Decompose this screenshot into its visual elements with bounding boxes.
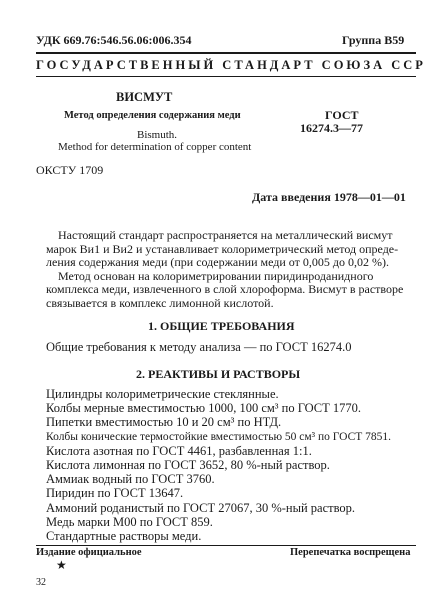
title-english-line2: Method for determination of copper content xyxy=(58,141,252,153)
header-rule-bottom xyxy=(36,76,416,77)
section1-heading: 1. ОБЩИЕ ТРЕБОВАНИЯ xyxy=(148,319,295,333)
list-item: Колбы мерные вместимостью 1000, 100 см³ по ГОСТ 1770. xyxy=(46,401,362,416)
page-number: 32 xyxy=(36,577,46,588)
list-item: Колбы конические термостойкие вместимостью 50 см³ по ГОСТ 7851. xyxy=(46,430,392,443)
standard-title: ВИСМУТ xyxy=(116,90,173,104)
list-item: Медь марки М00 по ГОСТ 859. xyxy=(46,514,213,529)
section2-heading: 2. РЕАКТИВЫ И РАСТВОРЫ xyxy=(136,367,301,381)
intro-line: ления содержания меди (при содержании меди от 0,005 до 0,02 %). xyxy=(46,255,389,269)
edition-label: Издание официальное xyxy=(36,547,142,558)
list-item: Аммоний роданистый по ГОСТ 27067, 30 %-ный раствор. xyxy=(46,500,356,515)
group-code: Группа В59 xyxy=(342,33,405,47)
gost-number: 16274.3—77 xyxy=(300,121,363,135)
council-title: ГОСУДАРСТВЕННЫЙ СТАНДАРТ СОЮЗА ССР xyxy=(36,58,426,72)
reprint-label: Перепечатка воспрещена xyxy=(290,547,411,558)
intro-paragraph xyxy=(46,229,410,310)
footer-rule xyxy=(36,545,416,546)
list-item: Аммиак водный по ГОСТ 3760. xyxy=(46,472,215,487)
list-item: Кислота лимонная по ГОСТ 3652, 80 %-ный раствор. xyxy=(46,458,330,473)
list-item: Цилиндры колориметрические стеклянные. xyxy=(46,387,279,401)
udk-code: УДК 669.76:546.56.06:006.354 xyxy=(36,33,192,47)
intro-date: Дата введения 1978—01—01 xyxy=(252,190,406,204)
intro-line: связывается в комплекс лимонной кислотой. xyxy=(46,295,274,310)
header-rule-top xyxy=(36,52,416,54)
list-item: Пиридин по ГОСТ 13647. xyxy=(46,486,184,501)
list-item: Пипетки вместимостью 10 и 20 см³ по НТД. xyxy=(46,415,282,430)
gost-label: ГОСТ xyxy=(325,108,359,122)
intro-line: комплекса меди, извлеченного в слой хлороформа. Висмут в растворе xyxy=(46,282,404,296)
title-english-line1: Bismuth. xyxy=(137,129,178,141)
intro-line: Настоящий стандарт распространяется на металлический висмут xyxy=(58,228,393,242)
section1-text: Общие требования к методу анализа — по ГОСТ 16274.0 xyxy=(46,340,352,354)
list-item: Кислота азотная по ГОСТ 4461, разбавленная 1:1. xyxy=(46,443,312,458)
standard-subtitle: Метод определения содержания меди xyxy=(64,110,241,121)
okstu-code: ОКСТУ 1709 xyxy=(36,163,104,177)
reagents-list xyxy=(46,387,391,543)
intro-line: марок Ви1 и Ви2 и устанавливает колориметрический метод опреде- xyxy=(46,241,399,256)
star-icon: ★ xyxy=(56,558,67,572)
list-item: Стандартные растворы меди. xyxy=(46,529,202,544)
intro-line: Метод основан на колориметрировании пиридинроданидного xyxy=(58,268,374,283)
